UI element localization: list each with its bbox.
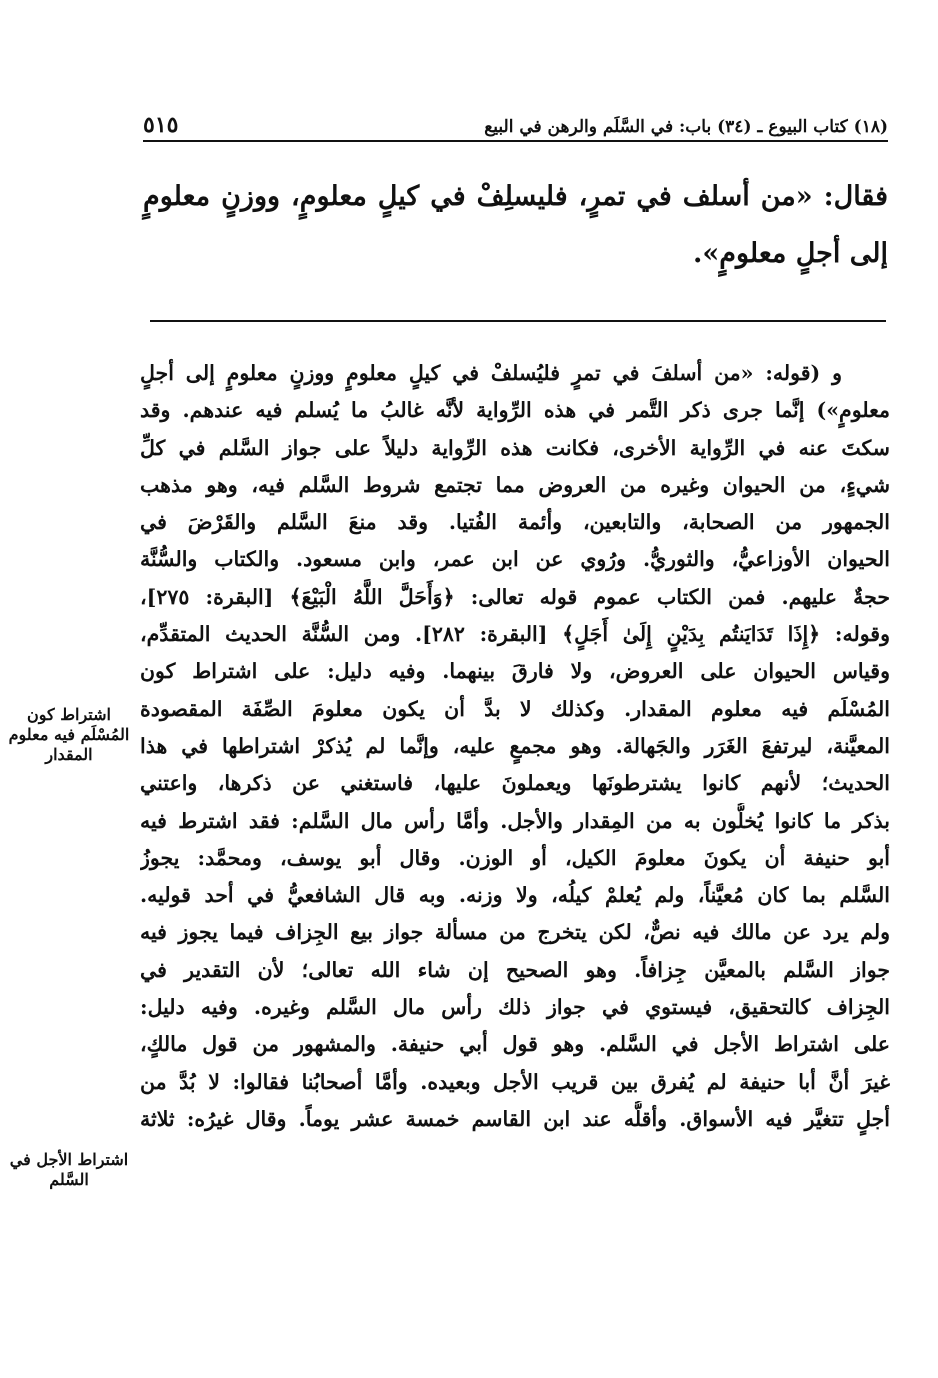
margin-note-quantity: اشتراط كون المُسْلَم فيه معلوم المقدار (8, 705, 130, 764)
commentary-line: بذكر ما كانوا يُخلُّون به من المِقدار والأجل. وأمَّا رأس مال السَّلم: فقد اشترط فيه (140, 808, 890, 833)
commentary-line: على اشتراط الأجل في السَّلم. وهو قول أبي حنيفة. والمشهور من قول مالكٍ، (140, 1032, 890, 1057)
section-divider (150, 320, 886, 322)
commentary-line: أبو حنيفة أن يكونَ معلومَ الكيل، أو الوزن. وقال أبو يوسف، ومحمَّد: يجوزُ (140, 845, 890, 870)
commentary-line: و (قوله: «من أسلفَ في تمرٍ فليُسلفْ في كيلٍ معلومٍ ووزنٍ معلومٍ إلى أجلٍ (140, 361, 842, 385)
commentary-line: الجِزاف كالتحقيق، فيستوي في جواز ذلك رأس مال السَّلم وغيره. وفيه دليل: (140, 995, 890, 1020)
commentary-line: الحديث؛ لأنهم كانوا يشترطونَها ويعملونَ عليها، فاستغني عن ذكرها، واعتني (140, 771, 890, 796)
hadith-text: فقال: «من أسلف في تمرٍ، فليسلِفْ في كيلٍ معلومٍ، ووزنٍ معلومٍ إلى أجلٍ معلومٍ». (143, 181, 888, 269)
commentary-line: الحيوان الأوزاعيُّ، والثوريُّ. ورُوي عن ابن عمر، وابن مسعود. والكتاب والسُّنَّة (140, 547, 890, 572)
commentary-line: المُسْلَم فيه معلوم المقدار. وكذلك لا بدَّ أن يكون معلومَ الصِّفَة المقصودة (140, 696, 890, 721)
commentary-line: السَّلم بما كان مُعيَّناً، ولم يُعلمْ كيلُه، ولا وزنه. وبه قال الشافعيُّ في أحد قوليه. (140, 883, 890, 908)
commentary-line: معلومٍ») إنَّما جرى ذكر التَّمر في هذه الرِّواية لأنَّه غالبُ ما يُسلم فيه عندهم. وقد (140, 398, 890, 423)
margin-note-term: اشتراط الأجل في السَّلم (9, 1150, 129, 1189)
page-number: ٥١٥ (143, 112, 179, 138)
running-title: (١٨) كتاب البيوع ـ (٣٤) باب: في السَّلَم والرهن في البيع (484, 117, 888, 137)
commentary-line: ولم يرد عن مالك فيه نصٌّ، لكن يتخرج من مسألة جواز بيع الجِزاف فيما يجوز فيه (140, 920, 890, 945)
commentary-line: وقياس الحيوان على العروض، ولا فارقَ بينهما. وفيه دليل: على اشتراط كون (140, 659, 890, 684)
commentary-line: غيرَ أنَّ أبا حنيفة لم يُفرق بين قريب الأجل وبعيده. وأمَّا أصحابُنا فقالوا: لا بُدَّ من (140, 1069, 890, 1094)
commentary-body (140, 355, 890, 1138)
commentary-line: وقوله: ﴿إِذَا تَدَايَنتُم بِدَيْنٍ إِلَىٰ أَجَلٍ﴾ [البقرة: ٢٨٢]. ومن السُّنَّة الحديث المتقدِّم، (140, 622, 890, 647)
commentary-line: حجةٌ عليهم. فمن الكتاب عموم قوله تعالى: ﴿وَأَحَلَّ اللَّهُ الْبَيْعَ﴾ [البقرة: ٢٧٥]، (140, 584, 890, 609)
page-header (143, 104, 888, 142)
commentary-line: المعيَّنة، ليرتفعَ الغَرَر والجَهالة. وهو مجمعٍ عليه، وإنَّما لم يُذكرْ اشتراطها في هذا (140, 733, 890, 758)
commentary-line: شيءٍ، من الحيوان وغيره من العروض مما تجتمع شروط السَّلم فيه، وهو مذهب (140, 472, 890, 497)
commentary-line: أجلٍ تتغيَّر فيه الأسواق. وأقلُّه عند ابن القاسم خمسة عشر يوماً. وقال غيرُه: ثلاثة (140, 1106, 890, 1131)
commentary-line: جواز السَّلم بالمعيَّن جِزافاً. وهو الصحيح إن شاء الله تعالى؛ لأن التقدير في (140, 957, 890, 982)
commentary-line: سكتَ عنه في الرِّواية الأخرى، فكانت هذه الرِّواية دليلاً على جواز السَّلم في كلِّ (140, 435, 890, 460)
commentary-line: الجمهور من الصحابة، والتابعين، وأئمة الفُتيا. وقد منعَ السَّلم والقَرْضَ في (140, 510, 890, 535)
